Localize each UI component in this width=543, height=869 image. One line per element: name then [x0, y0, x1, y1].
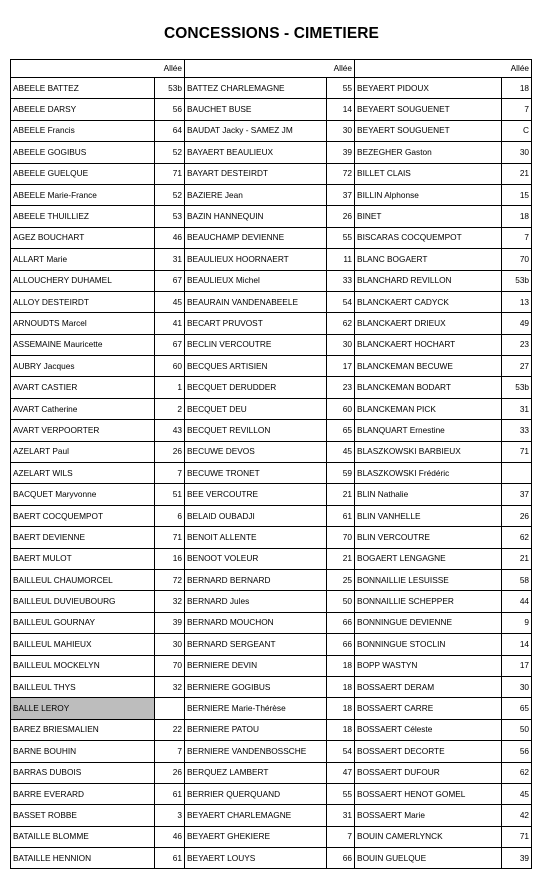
allee-cell: 7	[502, 99, 532, 120]
name-cell: AVART Catherine	[11, 398, 155, 419]
name-cell: BAERT COCQUEMPOT	[11, 505, 155, 526]
allee-cell: 71	[155, 163, 185, 184]
allee-cell: 22	[155, 719, 185, 740]
allee-cell: 58	[502, 569, 532, 590]
name-cell: BERRIER QUERQUAND	[185, 783, 327, 804]
allee-cell: 55	[327, 783, 355, 804]
name-cell: BLASZKOWSKI Frédéric	[355, 463, 502, 484]
name-cell: BATTEZ CHARLEMAGNE	[185, 78, 327, 99]
allee-cell: 31	[502, 398, 532, 419]
name-cell: BAZIN HANNEQUIN	[185, 206, 327, 227]
table-row	[11, 569, 532, 590]
allee-cell: 54	[327, 741, 355, 762]
name-cell: ABEELE GOGIBUS	[11, 142, 155, 163]
table-row	[11, 206, 532, 227]
allee-cell: 46	[155, 826, 185, 847]
name-cell: BECART PRUVOST	[185, 313, 327, 334]
name-cell: BONNINGUE STOCLIN	[355, 634, 502, 655]
table-row	[11, 591, 532, 612]
table-row	[11, 249, 532, 270]
name-cell: BENOIT ALLENTE	[185, 527, 327, 548]
name-cell: BAILLEUL MAHIEUX	[11, 634, 155, 655]
allee-cell: 47	[327, 762, 355, 783]
allee-cell: 52	[155, 142, 185, 163]
allee-cell: 55	[327, 78, 355, 99]
allee-cell: 61	[155, 783, 185, 804]
allee-cell: 18	[327, 655, 355, 676]
allee-cell: 71	[155, 527, 185, 548]
name-cell: BASSET ROBBE	[11, 805, 155, 826]
allee-cell: 66	[327, 634, 355, 655]
allee-cell: 31	[327, 805, 355, 826]
name-cell: ABEELE Marie-France	[11, 184, 155, 205]
allee-cell: 21	[327, 484, 355, 505]
table-row	[11, 398, 532, 419]
name-cell: BOSSAERT Céleste	[355, 719, 502, 740]
allee-cell: 21	[327, 548, 355, 569]
allee-cell: 65	[502, 698, 532, 719]
allee-cell: 70	[502, 249, 532, 270]
table-row	[11, 420, 532, 441]
table-row	[11, 676, 532, 697]
name-cell: BAYAERT BEAULIEUX	[185, 142, 327, 163]
table-row	[11, 227, 532, 248]
allee-cell: 66	[327, 848, 355, 869]
name-cell: BERNARD MOUCHON	[185, 612, 327, 633]
name-cell: BLANCKEMAN BECUWE	[355, 356, 502, 377]
allee-cell: 61	[327, 505, 355, 526]
name-cell: BOSSAERT CARRE	[355, 698, 502, 719]
name-cell: BALLE LEROY	[11, 698, 155, 719]
allee-cell: 53	[155, 206, 185, 227]
allee-cell: 70	[155, 655, 185, 676]
allee-cell: 15	[502, 184, 532, 205]
allee-cell: 32	[155, 591, 185, 612]
name-cell: BEYAERT PIDOUX	[355, 78, 502, 99]
name-cell: ARNOUDTS Marcel	[11, 313, 155, 334]
allee-cell: 21	[502, 548, 532, 569]
allee-cell: 67	[155, 334, 185, 355]
allee-cell: 18	[502, 206, 532, 227]
allee-cell: 44	[502, 591, 532, 612]
allee-cell: 13	[502, 291, 532, 312]
name-cell: BLIN VANHELLE	[355, 505, 502, 526]
name-cell: ABEELE THUILLIEZ	[11, 206, 155, 227]
name-cell: ASSEMAINE Mauricette	[11, 334, 155, 355]
allee-cell: 50	[502, 719, 532, 740]
name-cell: BLANCKEMAN PICK	[355, 398, 502, 419]
table-row	[11, 655, 532, 676]
allee-cell: 14	[502, 634, 532, 655]
name-cell: BOUIN GUELQUE	[355, 848, 502, 869]
allee-cell: 45	[327, 441, 355, 462]
name-cell: BERNIERE DEVIN	[185, 655, 327, 676]
name-cell: AVART CASTIER	[11, 377, 155, 398]
name-cell: AGEZ BOUCHART	[11, 227, 155, 248]
name-cell: BOSSAERT Marie	[355, 805, 502, 826]
allee-cell: 54	[327, 291, 355, 312]
allee-cell: 39	[327, 142, 355, 163]
allee-cell: 26	[155, 441, 185, 462]
allee-cell: 53b	[502, 270, 532, 291]
allee-cell: 41	[155, 313, 185, 334]
name-cell: BAZIERE Jean	[185, 184, 327, 205]
name-cell: BLIN VERCOUTRE	[355, 527, 502, 548]
table-row	[11, 78, 532, 99]
name-cell: BOUIN CAMERLYNCK	[355, 826, 502, 847]
name-cell: ABEELE BATTEZ	[11, 78, 155, 99]
name-cell: BAILLEUL DUVIEUBOURG	[11, 591, 155, 612]
table-row	[11, 719, 532, 740]
allee-cell: 25	[327, 569, 355, 590]
allee-cell: 49	[502, 313, 532, 334]
allee-cell: 66	[327, 612, 355, 633]
allee-cell: 45	[155, 291, 185, 312]
name-cell: BEE VERCOUTRE	[185, 484, 327, 505]
allee-cell: 72	[155, 569, 185, 590]
name-cell: ABEELE DARSY	[11, 99, 155, 120]
name-cell: AZELART Paul	[11, 441, 155, 462]
name-cell: BISCARAS COCQUEMPOT	[355, 227, 502, 248]
allee-cell: 33	[502, 420, 532, 441]
allee-cell: 70	[327, 527, 355, 548]
allee-cell: 53b	[155, 78, 185, 99]
name-cell: BONNAILLIE LESUISSE	[355, 569, 502, 590]
name-cell: BATAILLE HENNION	[11, 848, 155, 869]
allee-cell	[155, 698, 185, 719]
allee-cell: 31	[155, 249, 185, 270]
allee-cell: 62	[327, 313, 355, 334]
allee-cell: 39	[155, 612, 185, 633]
table-row	[11, 163, 532, 184]
allee-cell: 52	[155, 184, 185, 205]
allee-cell: 46	[155, 227, 185, 248]
allee-cell: 71	[502, 441, 532, 462]
name-cell: BOPP WASTYN	[355, 655, 502, 676]
name-cell: BERNIERE PATOU	[185, 719, 327, 740]
name-cell: BAILLEUL THYS	[11, 676, 155, 697]
name-cell: BARRE EVERARD	[11, 783, 155, 804]
name-cell: BONNINGUE DEVIENNE	[355, 612, 502, 633]
name-cell: BLANQUART Ernestine	[355, 420, 502, 441]
concessions-table	[10, 59, 532, 869]
allee-cell	[502, 463, 532, 484]
name-cell: BERNIERE VANDENBOSSCHE	[185, 741, 327, 762]
name-cell: BINET	[355, 206, 502, 227]
name-cell: BOSSAERT DUFOUR	[355, 762, 502, 783]
allee-cell: 23	[327, 377, 355, 398]
name-cell: BAERT MULOT	[11, 548, 155, 569]
allee-cell: 67	[155, 270, 185, 291]
name-cell: BLANCKEMAN BODART	[355, 377, 502, 398]
name-cell: BAILLEUL MOCKELYN	[11, 655, 155, 676]
allee-cell: 18	[502, 78, 532, 99]
name-cell: BILLIN Alphonse	[355, 184, 502, 205]
allee-cell: 53b	[502, 377, 532, 398]
name-cell: ALLOY DESTEIRDT	[11, 291, 155, 312]
name-cell: BEAUCHAMP DEVIENNE	[185, 227, 327, 248]
allee-cell: 7	[155, 463, 185, 484]
allee-cell: 56	[502, 741, 532, 762]
name-cell: ABEELE Francis	[11, 120, 155, 141]
allee-cell: 39	[502, 848, 532, 869]
name-cell: BLANCKAERT DRIEUX	[355, 313, 502, 334]
name-cell: BLANCKAERT CADYCK	[355, 291, 502, 312]
table-row	[11, 99, 532, 120]
table-row	[11, 184, 532, 205]
name-cell: BECQUET DERUDDER	[185, 377, 327, 398]
name-cell: BAERT DEVIENNE	[11, 527, 155, 548]
allee-cell: 11	[327, 249, 355, 270]
name-cell: BENOOT VOLEUR	[185, 548, 327, 569]
table-row	[11, 334, 532, 355]
allee-cell: 60	[155, 356, 185, 377]
name-cell: BAREZ BRIESMALIEN	[11, 719, 155, 740]
name-cell: BECUWE DEVOS	[185, 441, 327, 462]
name-cell: BERNIERE Marie-Thérèse	[185, 698, 327, 719]
name-cell: BEAULIEUX HOORNAERT	[185, 249, 327, 270]
table-row	[11, 783, 532, 804]
allee-cell: 32	[155, 676, 185, 697]
name-cell: BERNARD SERGEANT	[185, 634, 327, 655]
name-cell: BEYAERT LOUYS	[185, 848, 327, 869]
table-row	[11, 270, 532, 291]
name-cell: BLIN Nathalie	[355, 484, 502, 505]
allee-cell: 9	[502, 612, 532, 633]
allee-cell: 1	[155, 377, 185, 398]
allee-cell: 7	[327, 826, 355, 847]
name-cell: BEAURAIN VANDENABEELE	[185, 291, 327, 312]
table-row	[11, 441, 532, 462]
allee-cell: 18	[327, 719, 355, 740]
allee-cell: 23	[502, 334, 532, 355]
table-row	[11, 484, 532, 505]
table-row	[11, 463, 532, 484]
name-cell: BAILLEUL CHAUMORCEL	[11, 569, 155, 590]
allee-cell: 30	[502, 142, 532, 163]
allee-cell: 2	[155, 398, 185, 419]
table-row	[11, 313, 532, 334]
table-row	[11, 142, 532, 163]
allee-cell: 27	[502, 356, 532, 377]
name-cell: BOSSAERT DERAM	[355, 676, 502, 697]
allee-cell: 50	[327, 591, 355, 612]
column-header-allee-2: Allée	[185, 60, 355, 78]
name-cell: BARRAS DUBOIS	[11, 762, 155, 783]
allee-cell: 7	[155, 741, 185, 762]
table-row	[11, 741, 532, 762]
name-cell: BEAULIEUX Michel	[185, 270, 327, 291]
table-body	[11, 60, 532, 869]
table-row	[11, 762, 532, 783]
allee-cell: 18	[327, 676, 355, 697]
name-cell: BOGAERT LENGAGNE	[355, 548, 502, 569]
allee-cell: 43	[155, 420, 185, 441]
table-row	[11, 356, 532, 377]
name-cell: BAUDAT Jacky - SAMEZ JM	[185, 120, 327, 141]
name-cell: BARNE BOUHIN	[11, 741, 155, 762]
allee-cell: 64	[155, 120, 185, 141]
allee-cell: 30	[502, 676, 532, 697]
name-cell: BATAILLE BLOMME	[11, 826, 155, 847]
allee-cell: 17	[502, 655, 532, 676]
table-row	[11, 612, 532, 633]
name-cell: ALLART Marie	[11, 249, 155, 270]
allee-cell: 71	[502, 826, 532, 847]
allee-cell: 37	[502, 484, 532, 505]
name-cell: BEYAERT SOUGUENET	[355, 120, 502, 141]
allee-cell: 56	[155, 99, 185, 120]
table-row	[11, 698, 532, 719]
name-cell: BLASZKOWSKI BARBIEUX	[355, 441, 502, 462]
table-row	[11, 527, 532, 548]
name-cell: BEYAERT SOUGUENET	[355, 99, 502, 120]
name-cell: AZELART WILS	[11, 463, 155, 484]
allee-cell: 62	[502, 527, 532, 548]
name-cell: BOSSAERT HENOT GOMEL	[355, 783, 502, 804]
name-cell: BERQUEZ LAMBERT	[185, 762, 327, 783]
allee-cell: C	[502, 120, 532, 141]
allee-cell: 33	[327, 270, 355, 291]
allee-cell: 14	[327, 99, 355, 120]
name-cell: BONNAILLIE SCHEPPER	[355, 591, 502, 612]
allee-cell: 60	[327, 398, 355, 419]
allee-cell: 26	[327, 206, 355, 227]
name-cell: BERNARD Jules	[185, 591, 327, 612]
name-cell: BILLET CLAIS	[355, 163, 502, 184]
name-cell: ALLOUCHERY DUHAMEL	[11, 270, 155, 291]
allee-cell: 18	[327, 698, 355, 719]
name-cell: BERNIERE GOGIBUS	[185, 676, 327, 697]
page-title: CONCESSIONS - CIMETIERE	[163, 25, 380, 42]
name-cell: AVART VERPOORTER	[11, 420, 155, 441]
table-row	[11, 291, 532, 312]
table-row	[11, 848, 532, 869]
allee-cell: 59	[327, 463, 355, 484]
name-cell: BERNARD BERNARD	[185, 569, 327, 590]
name-cell: BECQUET REVILLON	[185, 420, 327, 441]
table-row	[11, 120, 532, 141]
allee-cell: 37	[327, 184, 355, 205]
allee-cell: 30	[327, 334, 355, 355]
name-cell: BAYART DESTEIRDT	[185, 163, 327, 184]
allee-cell: 17	[327, 356, 355, 377]
allee-cell: 62	[502, 762, 532, 783]
name-cell: AUBRY Jacques	[11, 356, 155, 377]
allee-cell: 3	[155, 805, 185, 826]
allee-cell: 16	[155, 548, 185, 569]
name-cell: BLANC BOGAERT	[355, 249, 502, 270]
table-row	[11, 377, 532, 398]
table-row	[11, 505, 532, 526]
name-cell: BEZEGHER Gaston	[355, 142, 502, 163]
name-cell: BELAID OUBADJI	[185, 505, 327, 526]
name-cell: BECLIN VERCOUTRE	[185, 334, 327, 355]
allee-cell: 65	[327, 420, 355, 441]
column-header-allee-3: Allée	[355, 60, 532, 78]
name-cell: BLANCHARD REVILLON	[355, 270, 502, 291]
allee-cell: 55	[327, 227, 355, 248]
name-cell: BECUWE TRONET	[185, 463, 327, 484]
name-cell: BLANCKAERT HOCHART	[355, 334, 502, 355]
table-row	[11, 805, 532, 826]
name-cell: ABEELE GUELQUE	[11, 163, 155, 184]
allee-cell: 61	[155, 848, 185, 869]
allee-cell: 45	[502, 783, 532, 804]
table-row	[11, 826, 532, 847]
allee-cell: 21	[502, 163, 532, 184]
allee-cell: 6	[155, 505, 185, 526]
name-cell: BECQUES ARTISIEN	[185, 356, 327, 377]
name-cell: BECQUET DEU	[185, 398, 327, 419]
name-cell: BEYAERT GHEKIERE	[185, 826, 327, 847]
name-cell: BOSSAERT DECORTE	[355, 741, 502, 762]
allee-cell: 51	[155, 484, 185, 505]
name-cell: BAILLEUL GOURNAY	[11, 612, 155, 633]
allee-cell: 7	[502, 227, 532, 248]
name-cell: BACQUET Maryvonne	[11, 484, 155, 505]
column-header-allee-1: Allée	[11, 60, 185, 78]
name-cell: BEYAERT CHARLEMAGNE	[185, 805, 327, 826]
header-row	[11, 60, 532, 78]
allee-cell: 30	[327, 120, 355, 141]
allee-cell: 26	[502, 505, 532, 526]
table-row	[11, 548, 532, 569]
table-row	[11, 634, 532, 655]
allee-cell: 72	[327, 163, 355, 184]
allee-cell: 30	[155, 634, 185, 655]
name-cell: BAUCHET BUSE	[185, 99, 327, 120]
allee-cell: 26	[155, 762, 185, 783]
allee-cell: 42	[502, 805, 532, 826]
